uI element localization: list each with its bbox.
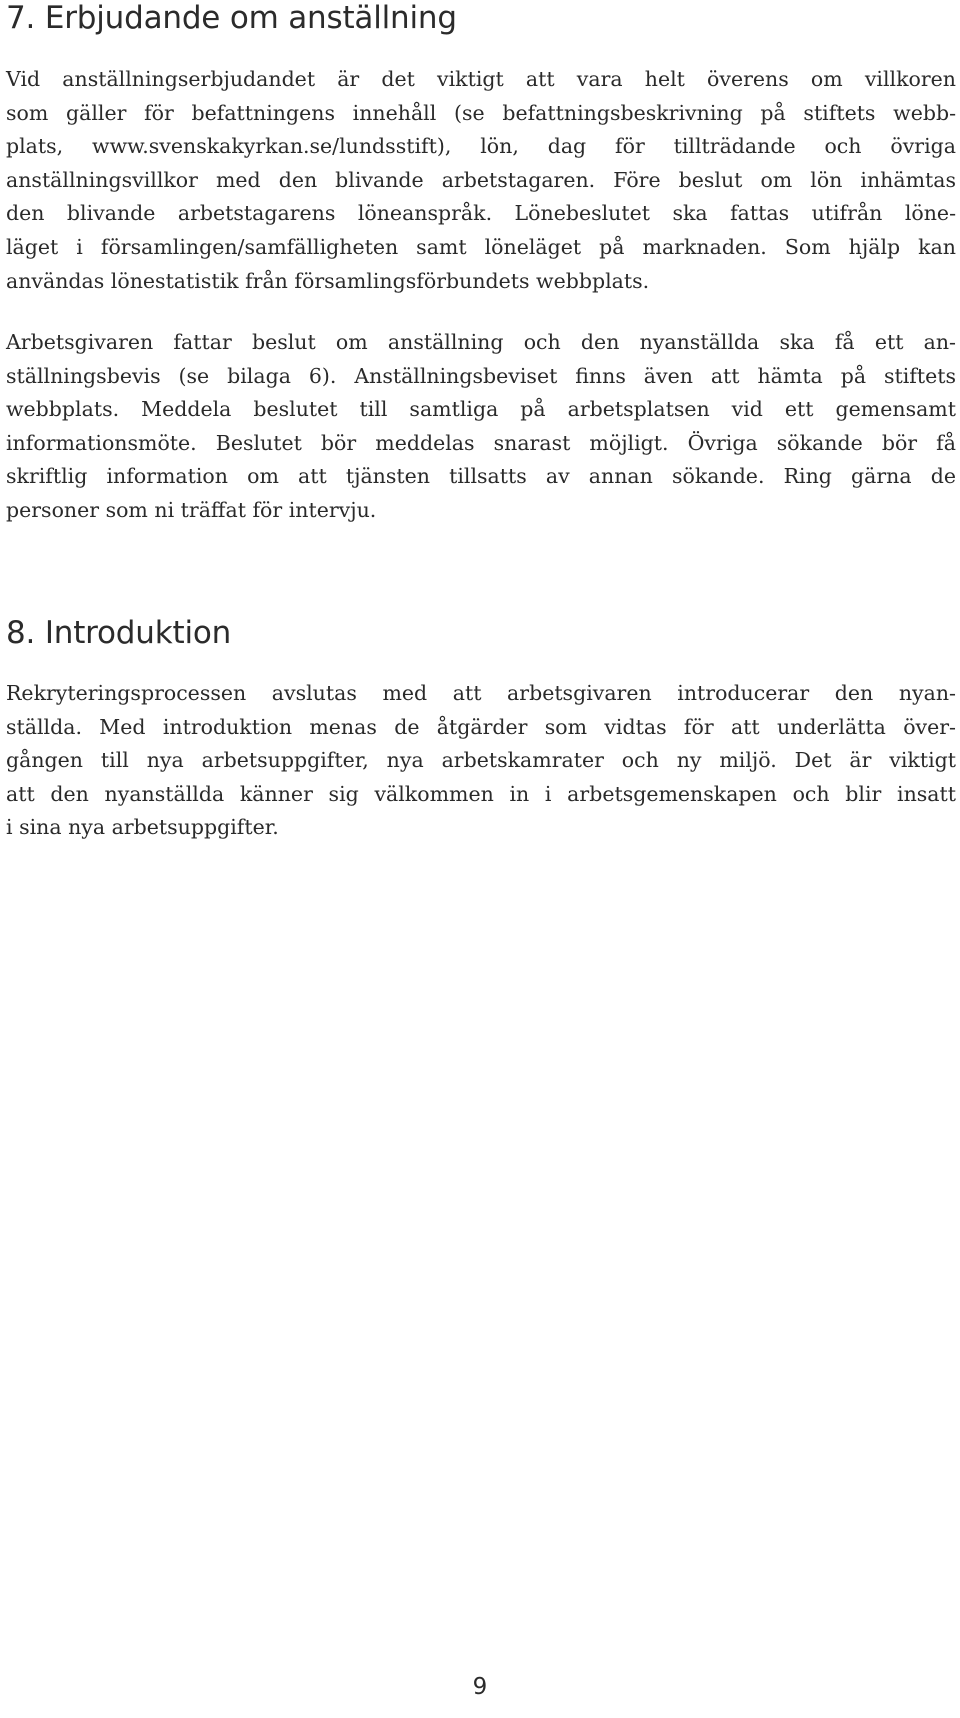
- text-line: ställda. Med introduktion menas de åtgärder som vidtas för att underlätta över-: [6, 714, 956, 739]
- text-line: användas lönestatistik från församlingsförbundets webbplats.: [6, 268, 650, 293]
- text-line: plats, www.svenskakyrkan.se/lundsstift), lön, dag för tillträdande och övriga: [6, 134, 956, 159]
- text-line: personer som ni träffat för intervju.: [6, 497, 377, 522]
- section-heading-erbjudande: 7. Erbjudande om anställning: [6, 0, 457, 36]
- text-line: webbplats. Meddela beslutet till samtliga på arbetsplatsen vid ett gemensamt: [6, 397, 956, 422]
- text-line: i sina nya arbetsuppgifter.: [6, 815, 279, 840]
- text-line: Arbetsgivaren fattar beslut om anställning och den nyanställda ska få ett an-: [6, 330, 956, 354]
- paragraph-beslut-om-anstallning: [6, 326, 956, 528]
- text-line: den blivande arbetstagarens löneanspråk. Lönebeslutet ska fattas utifrån löne-: [6, 201, 956, 226]
- paragraph-anstallningserbjudande: [6, 63, 956, 298]
- text-line: läget i församlingen/samfälligheten samt löneläget på marknaden. Som hjälp kan: [6, 234, 956, 259]
- text-line: anställningsvillkor med den blivande arbetstagaren. Före beslut om lön inhämtas: [6, 167, 956, 192]
- text-line: att den nyanställda känner sig välkommen in i arbetsgemenskapen och blir insatt: [6, 781, 956, 806]
- text-line: gången till nya arbetsuppgifter, nya arbetskamrater och ny miljö. Det är viktigt: [6, 748, 956, 773]
- text-line: skriftlig information om att tjänsten tillsatts av annan sökande. Ring gärna de: [6, 464, 956, 489]
- text-line: Rekryteringsprocessen avslutas med att arbetsgivaren introducerar den nyan-: [6, 681, 956, 705]
- text-line: ställningsbevis (se bilaga 6). Anställningsbeviset finns även att hämta på stiftets: [6, 363, 956, 388]
- paragraph-introduktion: [6, 677, 956, 845]
- section-heading-introduktion: 8. Introduktion: [6, 615, 232, 651]
- text-line: informationsmöte. Beslutet bör meddelas snarast möjligt. Övriga sökande bör få: [6, 430, 956, 455]
- page-number: 9: [472, 1674, 488, 1700]
- text-line: Vid anställningserbjudandet är det viktigt att vara helt överens om villkoren: [6, 67, 956, 91]
- text-line: som gäller för befattningens innehåll (se befattningsbeskrivning på stiftets webb-: [6, 100, 956, 125]
